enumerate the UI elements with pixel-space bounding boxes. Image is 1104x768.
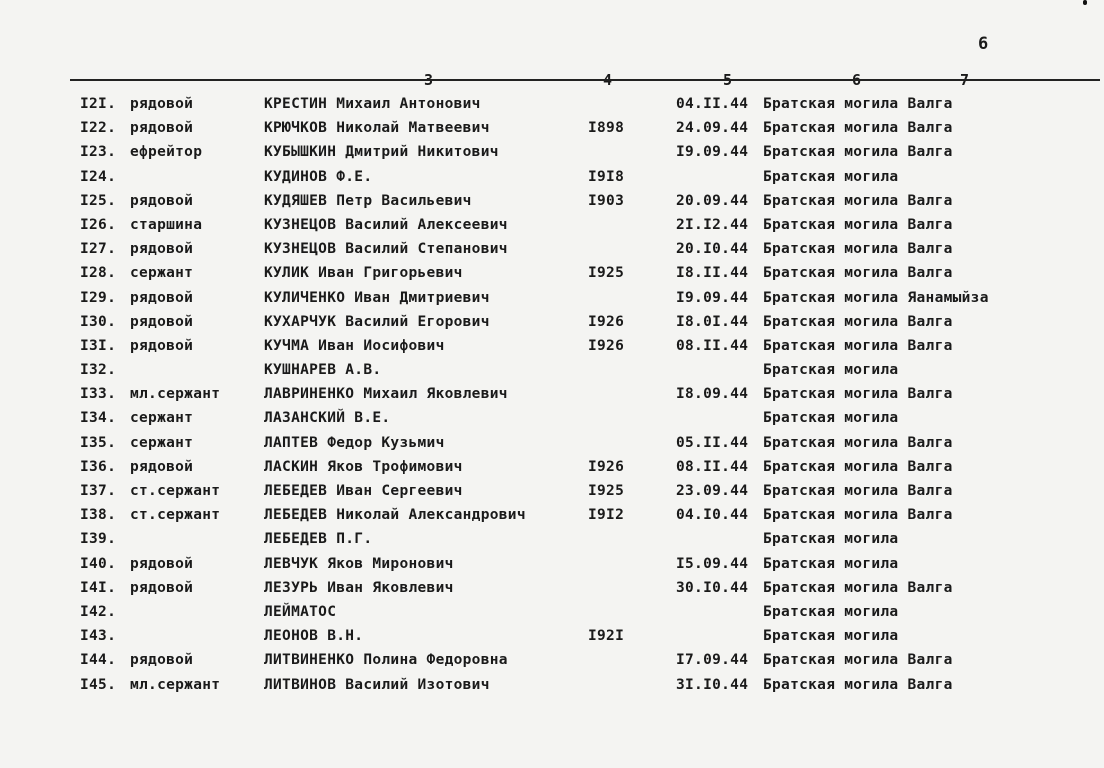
table-row [0, 580, 1104, 604]
table-row [0, 531, 1104, 555]
table-row [0, 362, 1104, 386]
row-number: I40. [80, 555, 117, 572]
table-row [0, 120, 1104, 144]
table-row [0, 169, 1104, 193]
row-rank: рядовой [130, 652, 194, 669]
table-row [0, 628, 1104, 652]
row-burial-place: Братская могила Валга [763, 337, 953, 354]
row-rank: мл.сержант [130, 676, 221, 693]
row-name: ЛИТВИНЕНКО Полина Федоровна [264, 652, 508, 669]
row-number: I3I. [80, 337, 117, 354]
row-number: I25. [80, 192, 117, 209]
row-death-date: 30.I0.44 [676, 579, 749, 596]
row-birth-year: I9I2 [588, 507, 625, 524]
row-number: I33. [80, 386, 117, 403]
row-burial-place: Братская могила Валга [763, 313, 953, 330]
row-rank: рядовой [130, 579, 194, 596]
row-death-date: 2I.I2.44 [676, 216, 749, 233]
row-rank: рядовой [130, 555, 194, 572]
row-name: КУДЯШЕВ Петр Васильевич [264, 192, 472, 209]
column-header-6: 6 [852, 71, 862, 89]
row-burial-place: Братская могила Валга [763, 120, 953, 137]
column-header-7: 7 [960, 71, 970, 89]
page-number: 6 [978, 34, 989, 54]
header-rule [70, 79, 1100, 81]
row-burial-place: Братская могила Валга [763, 676, 953, 693]
row-death-date: I5.09.44 [676, 555, 749, 572]
row-name: КУЗНЕЦОВ Василий Степанович [264, 241, 508, 258]
row-rank: рядовой [130, 120, 194, 137]
table-row [0, 507, 1104, 531]
row-birth-year: I903 [588, 192, 625, 209]
row-death-date: I8.09.44 [676, 386, 749, 403]
row-number: I32. [80, 362, 117, 379]
row-burial-place: Братская могила [763, 603, 899, 620]
row-name: КРЕСТИН Михаил Антонович [264, 96, 481, 112]
row-name: КУШНАРЕВ А.В. [264, 362, 382, 379]
row-burial-place: Братская могила Валга [763, 216, 953, 233]
row-death-date: 20.09.44 [676, 192, 749, 209]
row-rank: сержант [130, 265, 194, 282]
row-number: I45. [80, 676, 117, 693]
row-name: ЛИТВИНОВ Василий Изотович [264, 676, 490, 693]
row-rank: рядовой [130, 96, 194, 112]
row-death-date: 23.09.44 [676, 483, 749, 499]
row-rank: рядовой [130, 192, 194, 209]
burial-list-table [0, 96, 1104, 701]
table-row [0, 193, 1104, 217]
row-name: ЛАПТЕВ Федор Кузьмич [264, 434, 445, 451]
row-number: I2I. [80, 96, 117, 112]
table-row [0, 604, 1104, 628]
row-burial-place: Братская могила [763, 628, 899, 645]
column-header-5: 5 [723, 71, 733, 89]
row-burial-place: Братская могила Валга [763, 144, 953, 161]
row-burial-place: Братская могила [763, 362, 899, 379]
row-number: I27. [80, 241, 117, 258]
row-number: I26. [80, 216, 117, 233]
row-number: I42. [80, 603, 117, 620]
row-burial-place: Братская могила Валга [763, 483, 953, 499]
row-death-date: I8.0I.44 [676, 313, 749, 330]
row-number: I28. [80, 265, 117, 282]
row-number: I4I. [80, 579, 117, 596]
table-row [0, 652, 1104, 676]
row-name: КУЗНЕЦОВ Василий Алексеевич [264, 216, 508, 233]
table-row [0, 483, 1104, 507]
row-name: ЛЕБЕДЕВ Николай Александрович [264, 507, 526, 524]
table-row [0, 265, 1104, 289]
table-row [0, 96, 1104, 120]
row-birth-year: I926 [588, 458, 625, 475]
row-burial-place: Братская могила Валга [763, 96, 953, 112]
row-birth-year: I92I [588, 628, 625, 645]
row-number: I37. [80, 483, 117, 499]
row-name: КУЛИЧЕНКО Иван Дмитриевич [264, 289, 490, 306]
table-row [0, 241, 1104, 265]
row-rank: сержант [130, 434, 194, 451]
row-number: I38. [80, 507, 117, 524]
row-burial-place: Братская могила Валга [763, 579, 953, 596]
row-burial-place: Братская могила Валга [763, 507, 953, 524]
row-rank: ст.сержант [130, 507, 221, 524]
row-burial-place: Братская могила [763, 531, 899, 548]
row-number: I29. [80, 289, 117, 306]
row-burial-place: Братская могила Валга [763, 241, 953, 258]
row-birth-year: I925 [588, 265, 625, 282]
row-birth-year: I925 [588, 483, 625, 499]
row-rank: рядовой [130, 289, 194, 306]
table-row [0, 290, 1104, 314]
row-rank: сержант [130, 410, 194, 427]
row-burial-place: Братская могила Валга [763, 386, 953, 403]
row-number: I43. [80, 628, 117, 645]
table-row [0, 677, 1104, 701]
row-name: ЛАСКИН Яков Трофимович [264, 458, 463, 475]
row-number: I30. [80, 313, 117, 330]
row-rank: ст.сержант [130, 483, 221, 499]
table-row [0, 314, 1104, 338]
table-row [0, 217, 1104, 241]
table-row [0, 459, 1104, 483]
row-number: I22. [80, 120, 117, 137]
row-death-date: 3I.I0.44 [676, 676, 749, 693]
row-name: ЛЕВЧУК Яков Миронович [264, 555, 454, 572]
row-burial-place: Братская могила Валга [763, 458, 953, 475]
row-burial-place: Братская могила Яанамыйза [763, 289, 989, 306]
row-burial-place: Братская могила [763, 168, 899, 185]
row-name: ЛАВРИНЕНКО Михаил Яковлевич [264, 386, 508, 403]
row-burial-place: Братская могила [763, 410, 899, 427]
row-name: ЛАЗАНСКИЙ В.Е. [264, 410, 391, 427]
row-birth-year: I898 [588, 120, 625, 137]
row-name: КУХАРЧУК Василий Егорович [264, 313, 490, 330]
row-rank: старшина [130, 216, 203, 233]
table-row [0, 556, 1104, 580]
row-death-date: 04.II.44 [676, 96, 749, 112]
row-rank: рядовой [130, 337, 194, 354]
ink-dot [1083, 0, 1087, 5]
row-name: ЛЕЙМАТОС [264, 603, 337, 620]
row-name: ЛЕОНОВ В.Н. [264, 628, 364, 645]
row-number: I23. [80, 144, 117, 161]
table-row [0, 338, 1104, 362]
row-birth-year: I926 [588, 313, 625, 330]
row-death-date: 20.I0.44 [676, 241, 749, 258]
row-number: I34. [80, 410, 117, 427]
row-name: КУБЫШКИН Дмитрий Никитович [264, 144, 499, 161]
row-death-date: 24.09.44 [676, 120, 749, 137]
row-death-date: I8.II.44 [676, 265, 749, 282]
table-row [0, 386, 1104, 410]
row-name: ЛЕБЕДЕВ Иван Сергеевич [264, 483, 463, 499]
row-burial-place: Братская могила [763, 555, 899, 572]
row-death-date: I9.09.44 [676, 289, 749, 306]
row-name: КУЧМА Иван Иосифович [264, 337, 445, 354]
column-header-3: 3 [424, 71, 434, 89]
row-rank: рядовой [130, 313, 194, 330]
column-header-4: 4 [603, 71, 613, 89]
row-name: КРЮЧКОВ Николай Матвеевич [264, 120, 490, 137]
row-burial-place: Братская могила Валга [763, 265, 953, 282]
row-number: I39. [80, 531, 117, 548]
row-burial-place: Братская могила Валга [763, 192, 953, 209]
row-rank: рядовой [130, 458, 194, 475]
row-rank: рядовой [130, 241, 194, 258]
row-number: I36. [80, 458, 117, 475]
row-rank: мл.сержант [130, 386, 221, 403]
row-number: I35. [80, 434, 117, 451]
row-death-date: 08.II.44 [676, 337, 749, 354]
row-death-date: 04.I0.44 [676, 507, 749, 524]
row-name: ЛЕБЕДЕВ П.Г. [264, 531, 373, 548]
row-death-date: 05.II.44 [676, 434, 749, 451]
table-row [0, 410, 1104, 434]
row-burial-place: Братская могила Валга [763, 434, 953, 451]
row-number: I44. [80, 652, 117, 669]
row-rank: ефрейтор [130, 144, 203, 161]
row-birth-year: I9I8 [588, 168, 625, 185]
row-name: ЛЕЗУРЬ Иван Яковлевич [264, 579, 454, 596]
row-number: I24. [80, 168, 117, 185]
row-death-date: I9.09.44 [676, 144, 749, 161]
row-name: КУДИНОВ Ф.Е. [264, 168, 373, 185]
row-birth-year: I926 [588, 337, 625, 354]
row-death-date: 08.II.44 [676, 458, 749, 475]
row-death-date: I7.09.44 [676, 652, 749, 669]
row-name: КУЛИК Иван Григорьевич [264, 265, 463, 282]
table-row [0, 435, 1104, 459]
table-row [0, 144, 1104, 168]
row-burial-place: Братская могила Валга [763, 652, 953, 669]
